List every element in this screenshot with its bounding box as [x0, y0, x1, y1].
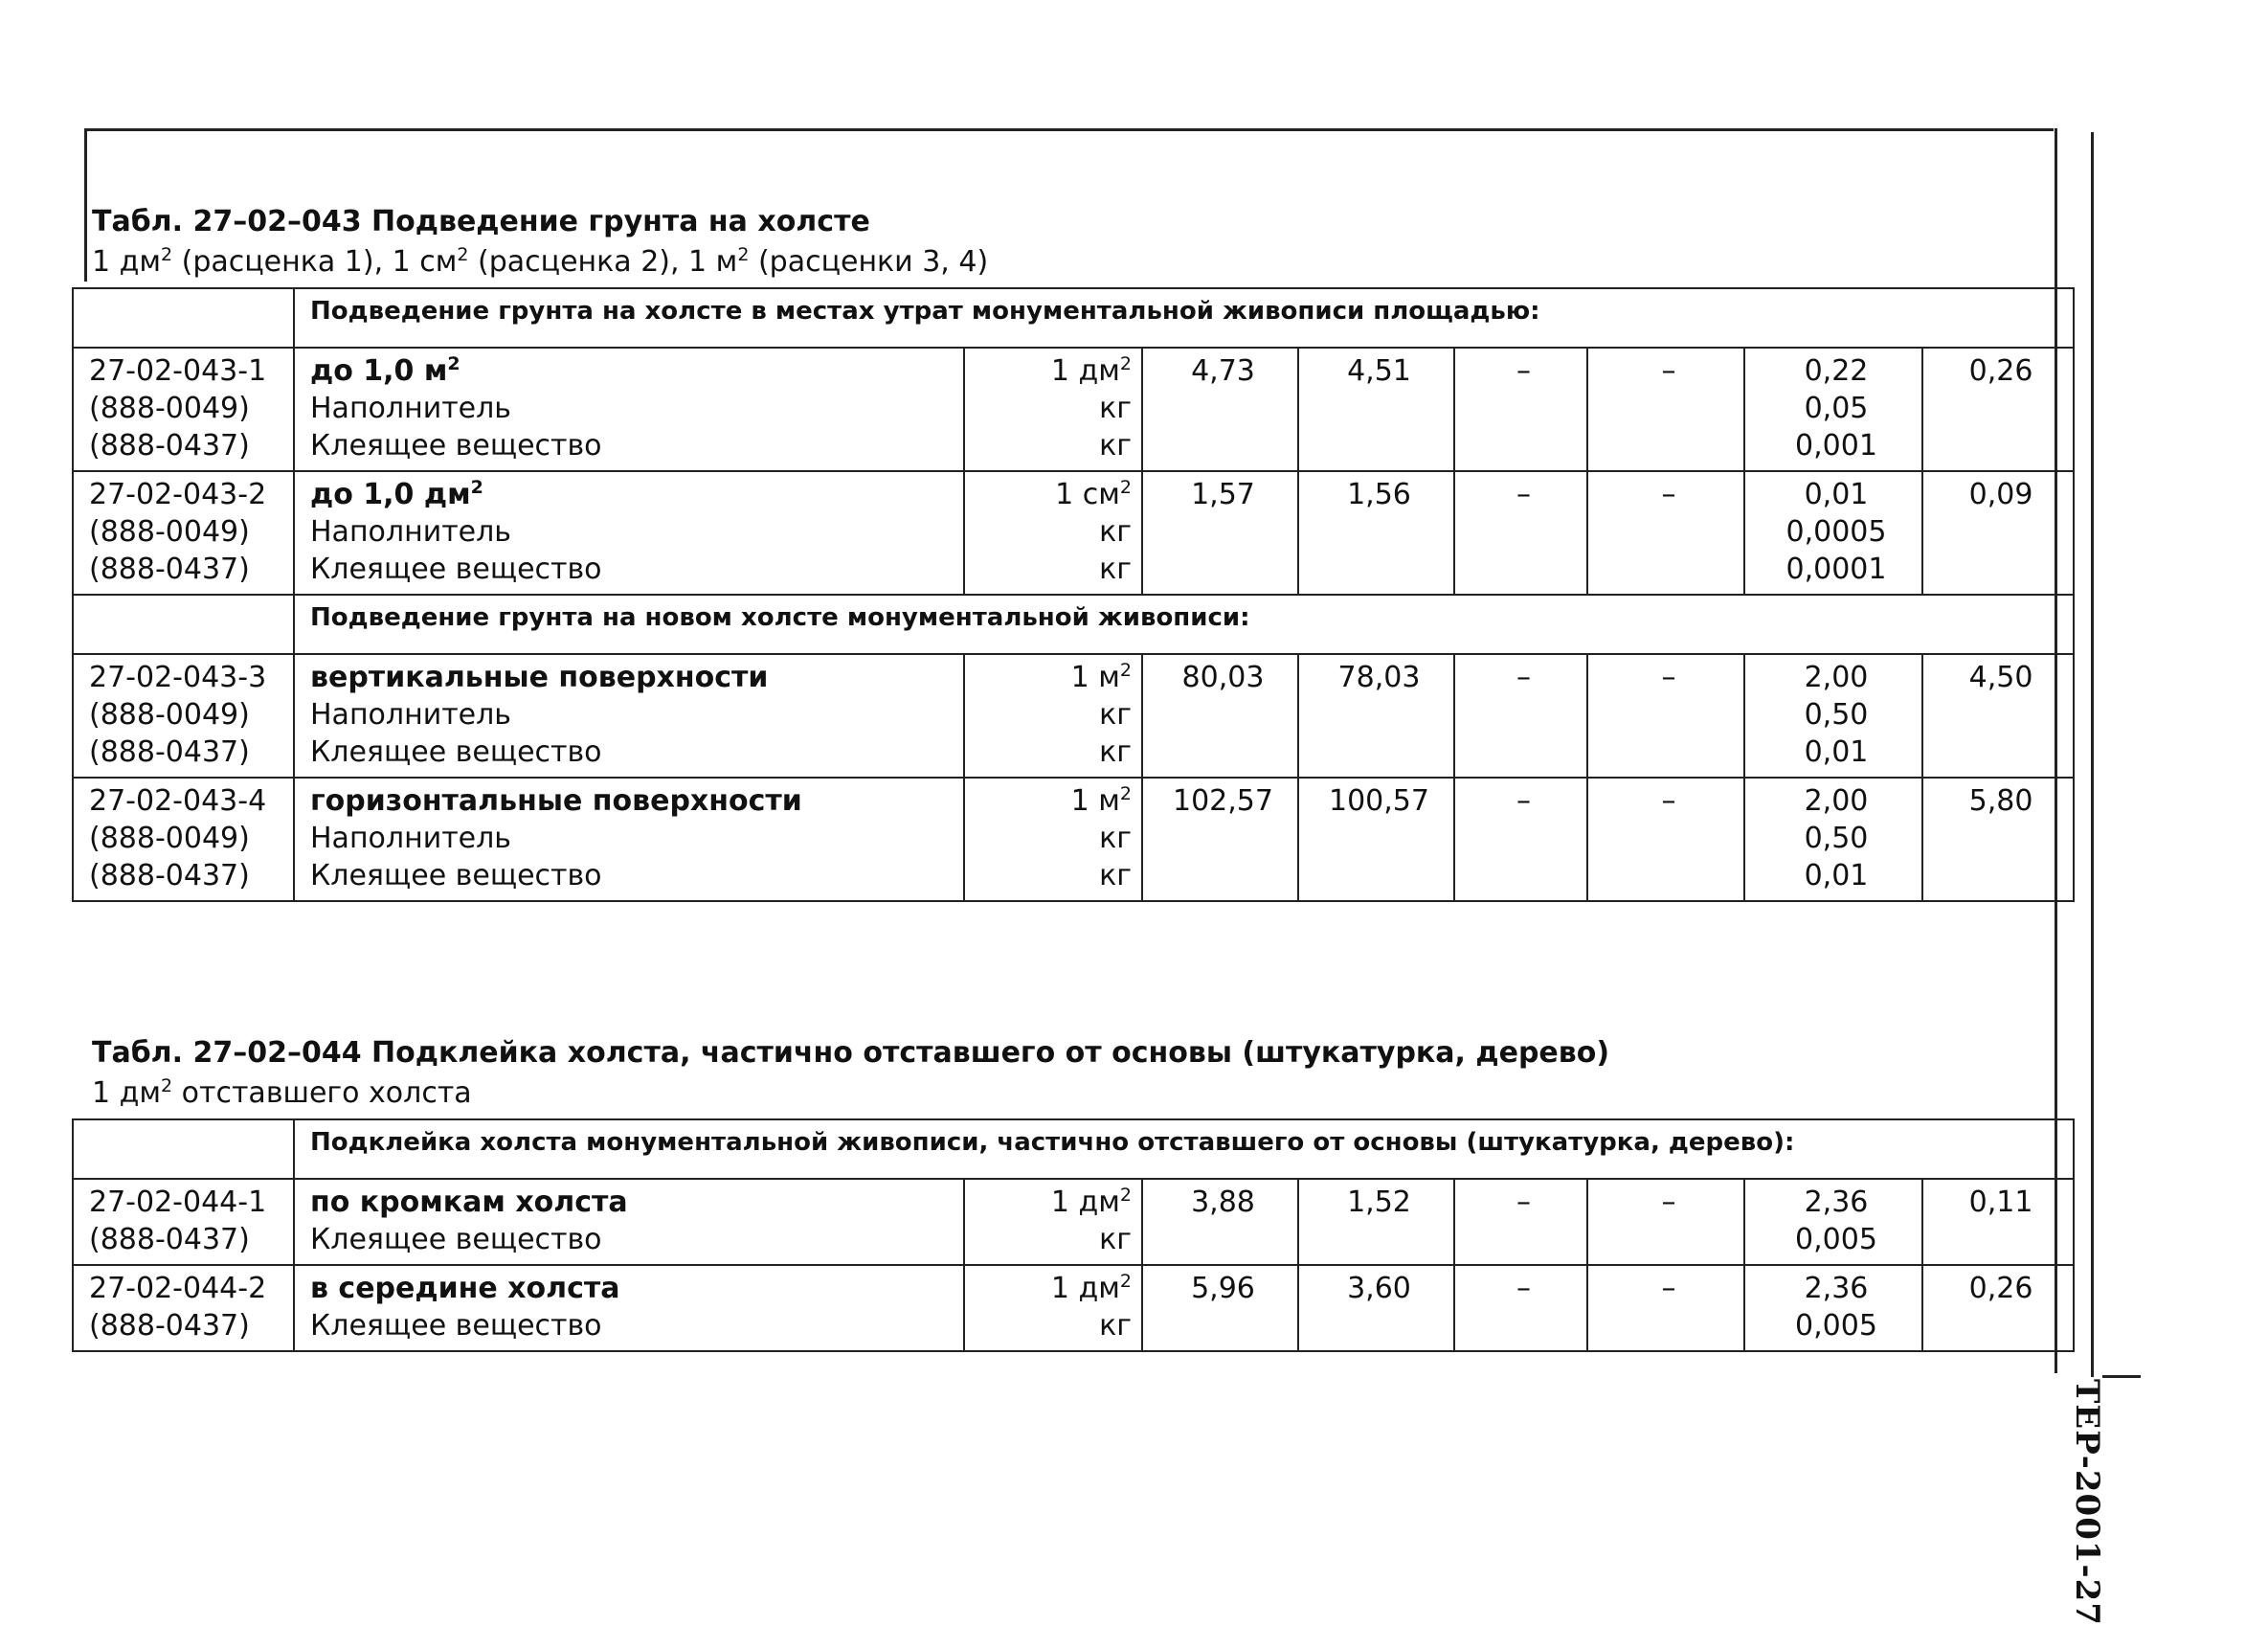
value-cell-c6: 0,26 — [1922, 348, 2074, 471]
unit-cell — [964, 471, 1142, 595]
table1-section-utraty-row — [73, 288, 2074, 348]
value-cell-c4: – — [1587, 1265, 1744, 1351]
table1-title: Табл. 27–02–043 Подведение грунта на холсте — [92, 205, 870, 238]
table2-title: Табл. 27–02–044 Подклейка холста, частично отставшего от основы (штукатурка, дерево) — [92, 1036, 1610, 1070]
unit-value: кг — [1099, 515, 1132, 549]
work-name: до 1,0 $дм^2$ — [310, 477, 483, 511]
superscript: 2 — [1119, 1271, 1132, 1292]
name-cell — [294, 471, 964, 595]
resource-quantity: 0,0005 — [1785, 515, 1887, 549]
unit-value: 1 $м^2$ — [1070, 660, 1132, 694]
resource-name: Наполнитель — [310, 822, 511, 855]
work-name: по кромкам холста — [310, 1186, 628, 1219]
section-blank-cell — [73, 1119, 294, 1179]
resource-quantity: 0,0001 — [1785, 553, 1887, 586]
item-code: 27-02-044-2 — [89, 1272, 267, 1305]
resource-quantity: 0,01 — [1804, 735, 1869, 769]
side-rule — [2102, 1375, 2141, 1378]
frame-outer-line — [2091, 132, 2094, 1377]
value-cell-c3: – — [1454, 348, 1587, 471]
name-cell — [294, 348, 964, 471]
name-cell — [294, 1265, 964, 1351]
value-cell-c2: 4,51 — [1298, 348, 1454, 471]
superscript: 2 — [1119, 1185, 1132, 1206]
resource-quantity: 0,50 — [1804, 822, 1869, 855]
resource-quantity: 2,36 — [1804, 1186, 1869, 1219]
table1-section-new-canvas: Подведение грунта на новом холсте монументальной живописи: — [294, 595, 2074, 654]
value-cell-c5 — [1744, 1179, 1922, 1265]
value-cell-c4: – — [1587, 348, 1744, 471]
resource-name: Клеящее вещество — [310, 1223, 602, 1256]
code-cell — [73, 1265, 294, 1351]
value-cell-c1: 4,73 — [1142, 348, 1298, 471]
item-code: (888-0049) — [89, 822, 250, 855]
value-cell-c5 — [1744, 654, 1922, 778]
superscript: 2 — [1119, 660, 1132, 681]
item-code: (888-0437) — [89, 1309, 250, 1343]
value-cell-c1: 80,03 — [1142, 654, 1298, 778]
frame-top-line — [86, 128, 2054, 131]
unit-value: 1 $дм^2$ — [1050, 1185, 1132, 1219]
item-code: (888-0049) — [89, 392, 250, 425]
unit-value: кг — [1099, 392, 1132, 425]
value-cell-c1: 5,96 — [1142, 1265, 1298, 1351]
resource-name: Наполнитель — [310, 698, 511, 732]
table-row — [73, 654, 2074, 778]
item-code: (888-0437) — [89, 735, 250, 769]
unit-value: кг — [1099, 822, 1132, 855]
section-blank-cell — [73, 288, 294, 348]
resource-quantity: 0,05 — [1804, 392, 1869, 425]
work-name: до 1,0 $м^2$ — [310, 353, 460, 388]
unit-value: кг — [1099, 859, 1132, 892]
unit-cell — [964, 348, 1142, 471]
code-cell — [73, 778, 294, 901]
superscript: 2 — [457, 244, 469, 265]
name-cell — [294, 778, 964, 901]
value-cell-c2: 1,56 — [1298, 471, 1454, 595]
value-cell-c6: 5,80 — [1922, 778, 2074, 901]
code-cell — [73, 1179, 294, 1265]
item-code: 27-02-044-1 — [89, 1186, 267, 1219]
side-document-code: ТЕР-2001-27 — [2068, 1379, 2106, 1626]
value-cell-c2: 1,52 — [1298, 1179, 1454, 1265]
table1-grid — [72, 287, 2075, 902]
item-code: (888-0049) — [89, 698, 250, 732]
table1-section-utraty: Подведение грунта на холсте в местах утрат монументальной живописи площадью: — [294, 288, 2074, 348]
table2-section-podkleika-row — [73, 1119, 2074, 1179]
code-cell — [73, 654, 294, 778]
unit-value: кг — [1099, 553, 1132, 586]
value-cell-c1: 1,57 — [1142, 471, 1298, 595]
resource-quantity: 0,001 — [1795, 429, 1877, 463]
value-cell-c6: 4,50 — [1922, 654, 2074, 778]
superscript: 2 — [447, 353, 460, 374]
code-cell — [73, 471, 294, 595]
item-code: (888-0437) — [89, 429, 250, 463]
table1-section-new-canvas-row — [73, 595, 2074, 654]
work-name: в середине холста — [310, 1272, 620, 1305]
item-code: (888-0437) — [89, 553, 250, 586]
resource-name: Наполнитель — [310, 392, 511, 425]
superscript: 2 — [1119, 477, 1132, 498]
table-row — [73, 471, 2074, 595]
value-cell-c6: 0,09 — [1922, 471, 2074, 595]
resource-quantity: 0,01 — [1804, 478, 1869, 511]
resource-name: Клеящее вещество — [310, 553, 602, 586]
value-cell-c1: 102,57 — [1142, 778, 1298, 901]
table-row — [73, 1265, 2074, 1351]
value-cell-c2: 100,57 — [1298, 778, 1454, 901]
resource-name: Наполнитель — [310, 515, 511, 549]
unit-cell — [964, 1179, 1142, 1265]
resource-name: Клеящее вещество — [310, 735, 602, 769]
value-cell-c6: 0,11 — [1922, 1179, 2074, 1265]
section-blank-cell — [73, 595, 294, 654]
value-cell-c5 — [1744, 471, 1922, 595]
table2-grid — [72, 1118, 2075, 1352]
value-cell-c4: – — [1587, 1179, 1744, 1265]
value-cell-c3: – — [1454, 778, 1587, 901]
unit-value: кг — [1099, 1309, 1132, 1343]
resource-quantity: 0,01 — [1804, 859, 1869, 892]
value-cell-c5 — [1744, 348, 1922, 471]
value-cell-c2: 3,60 — [1298, 1265, 1454, 1351]
unit-cell — [964, 1265, 1142, 1351]
unit-value: 1 $м^2$ — [1070, 783, 1132, 818]
resource-name: Клеящее вещество — [310, 1309, 602, 1343]
table-row — [73, 778, 2074, 901]
item-code: (888-0049) — [89, 515, 250, 549]
table2-subtitle: 1 $дм^2$ отставшего холста — [92, 1075, 472, 1110]
value-cell-c5 — [1744, 1265, 1922, 1351]
value-cell-c3: – — [1454, 1265, 1587, 1351]
code-cell — [73, 348, 294, 471]
resource-name: Клеящее вещество — [310, 429, 602, 463]
resource-quantity: 2,36 — [1804, 1272, 1869, 1305]
value-cell-c3: – — [1454, 1179, 1587, 1265]
resource-quantity: 2,00 — [1804, 784, 1869, 818]
unit-value: 1 $см^2$ — [1055, 477, 1132, 511]
resource-quantity: 0,005 — [1795, 1309, 1877, 1343]
unit-cell — [964, 654, 1142, 778]
superscript: 2 — [1119, 353, 1132, 374]
table-row — [73, 1179, 2074, 1265]
value-cell-c3: – — [1454, 471, 1587, 595]
value-cell-c4: – — [1587, 471, 1744, 595]
unit-value: кг — [1099, 735, 1132, 769]
resource-quantity: 0,50 — [1804, 698, 1869, 732]
resource-name: Клеящее вещество — [310, 859, 602, 892]
superscript: 2 — [161, 244, 173, 265]
value-cell-c5 — [1744, 778, 1922, 901]
unit-cell — [964, 778, 1142, 901]
value-cell-c3: – — [1454, 654, 1587, 778]
superscript: 2 — [1119, 783, 1132, 804]
value-cell-c4: – — [1587, 654, 1744, 778]
name-cell — [294, 1179, 964, 1265]
item-code: 27-02-043-1 — [89, 354, 267, 388]
value-cell-c2: 78,03 — [1298, 654, 1454, 778]
superscript: 2 — [161, 1075, 173, 1096]
item-code: 27-02-043-2 — [89, 478, 267, 511]
item-code: (888-0437) — [89, 859, 250, 892]
frame-left-line — [84, 128, 87, 282]
unit-value: кг — [1099, 698, 1132, 732]
superscript: 2 — [737, 244, 750, 265]
unit-value: кг — [1099, 429, 1132, 463]
name-cell — [294, 654, 964, 778]
value-cell-c4: – — [1587, 778, 1744, 901]
item-code: (888-0437) — [89, 1223, 250, 1256]
value-cell-c6: 0,26 — [1922, 1265, 2074, 1351]
table-row — [73, 348, 2074, 471]
table2-section-podkleika: Подклейка холста монументальной живописи, частично отставшего от основы (штукатурка, дерево): — [294, 1119, 2074, 1179]
table1-subtitle: 1 $дм^2$ (расценка 1), 1 $см^2$ (расценка 2), 1 $м^2$ (расценки 3, 4) — [92, 244, 989, 279]
work-name: горизонтальные поверхности — [310, 784, 802, 818]
unit-value: 1 $дм^2$ — [1050, 353, 1132, 388]
resource-quantity: 0,22 — [1804, 354, 1869, 388]
item-code: 27-02-043-3 — [89, 661, 267, 694]
unit-value: кг — [1099, 1223, 1132, 1256]
unit-value: 1 $дм^2$ — [1050, 1271, 1132, 1305]
item-code: 27-02-043-4 — [89, 784, 267, 818]
work-name: вертикальные поверхности — [310, 661, 769, 694]
resource-quantity: 0,005 — [1795, 1223, 1877, 1256]
superscript: 2 — [470, 477, 483, 498]
value-cell-c1: 3,88 — [1142, 1179, 1298, 1265]
resource-quantity: 2,00 — [1804, 661, 1869, 694]
